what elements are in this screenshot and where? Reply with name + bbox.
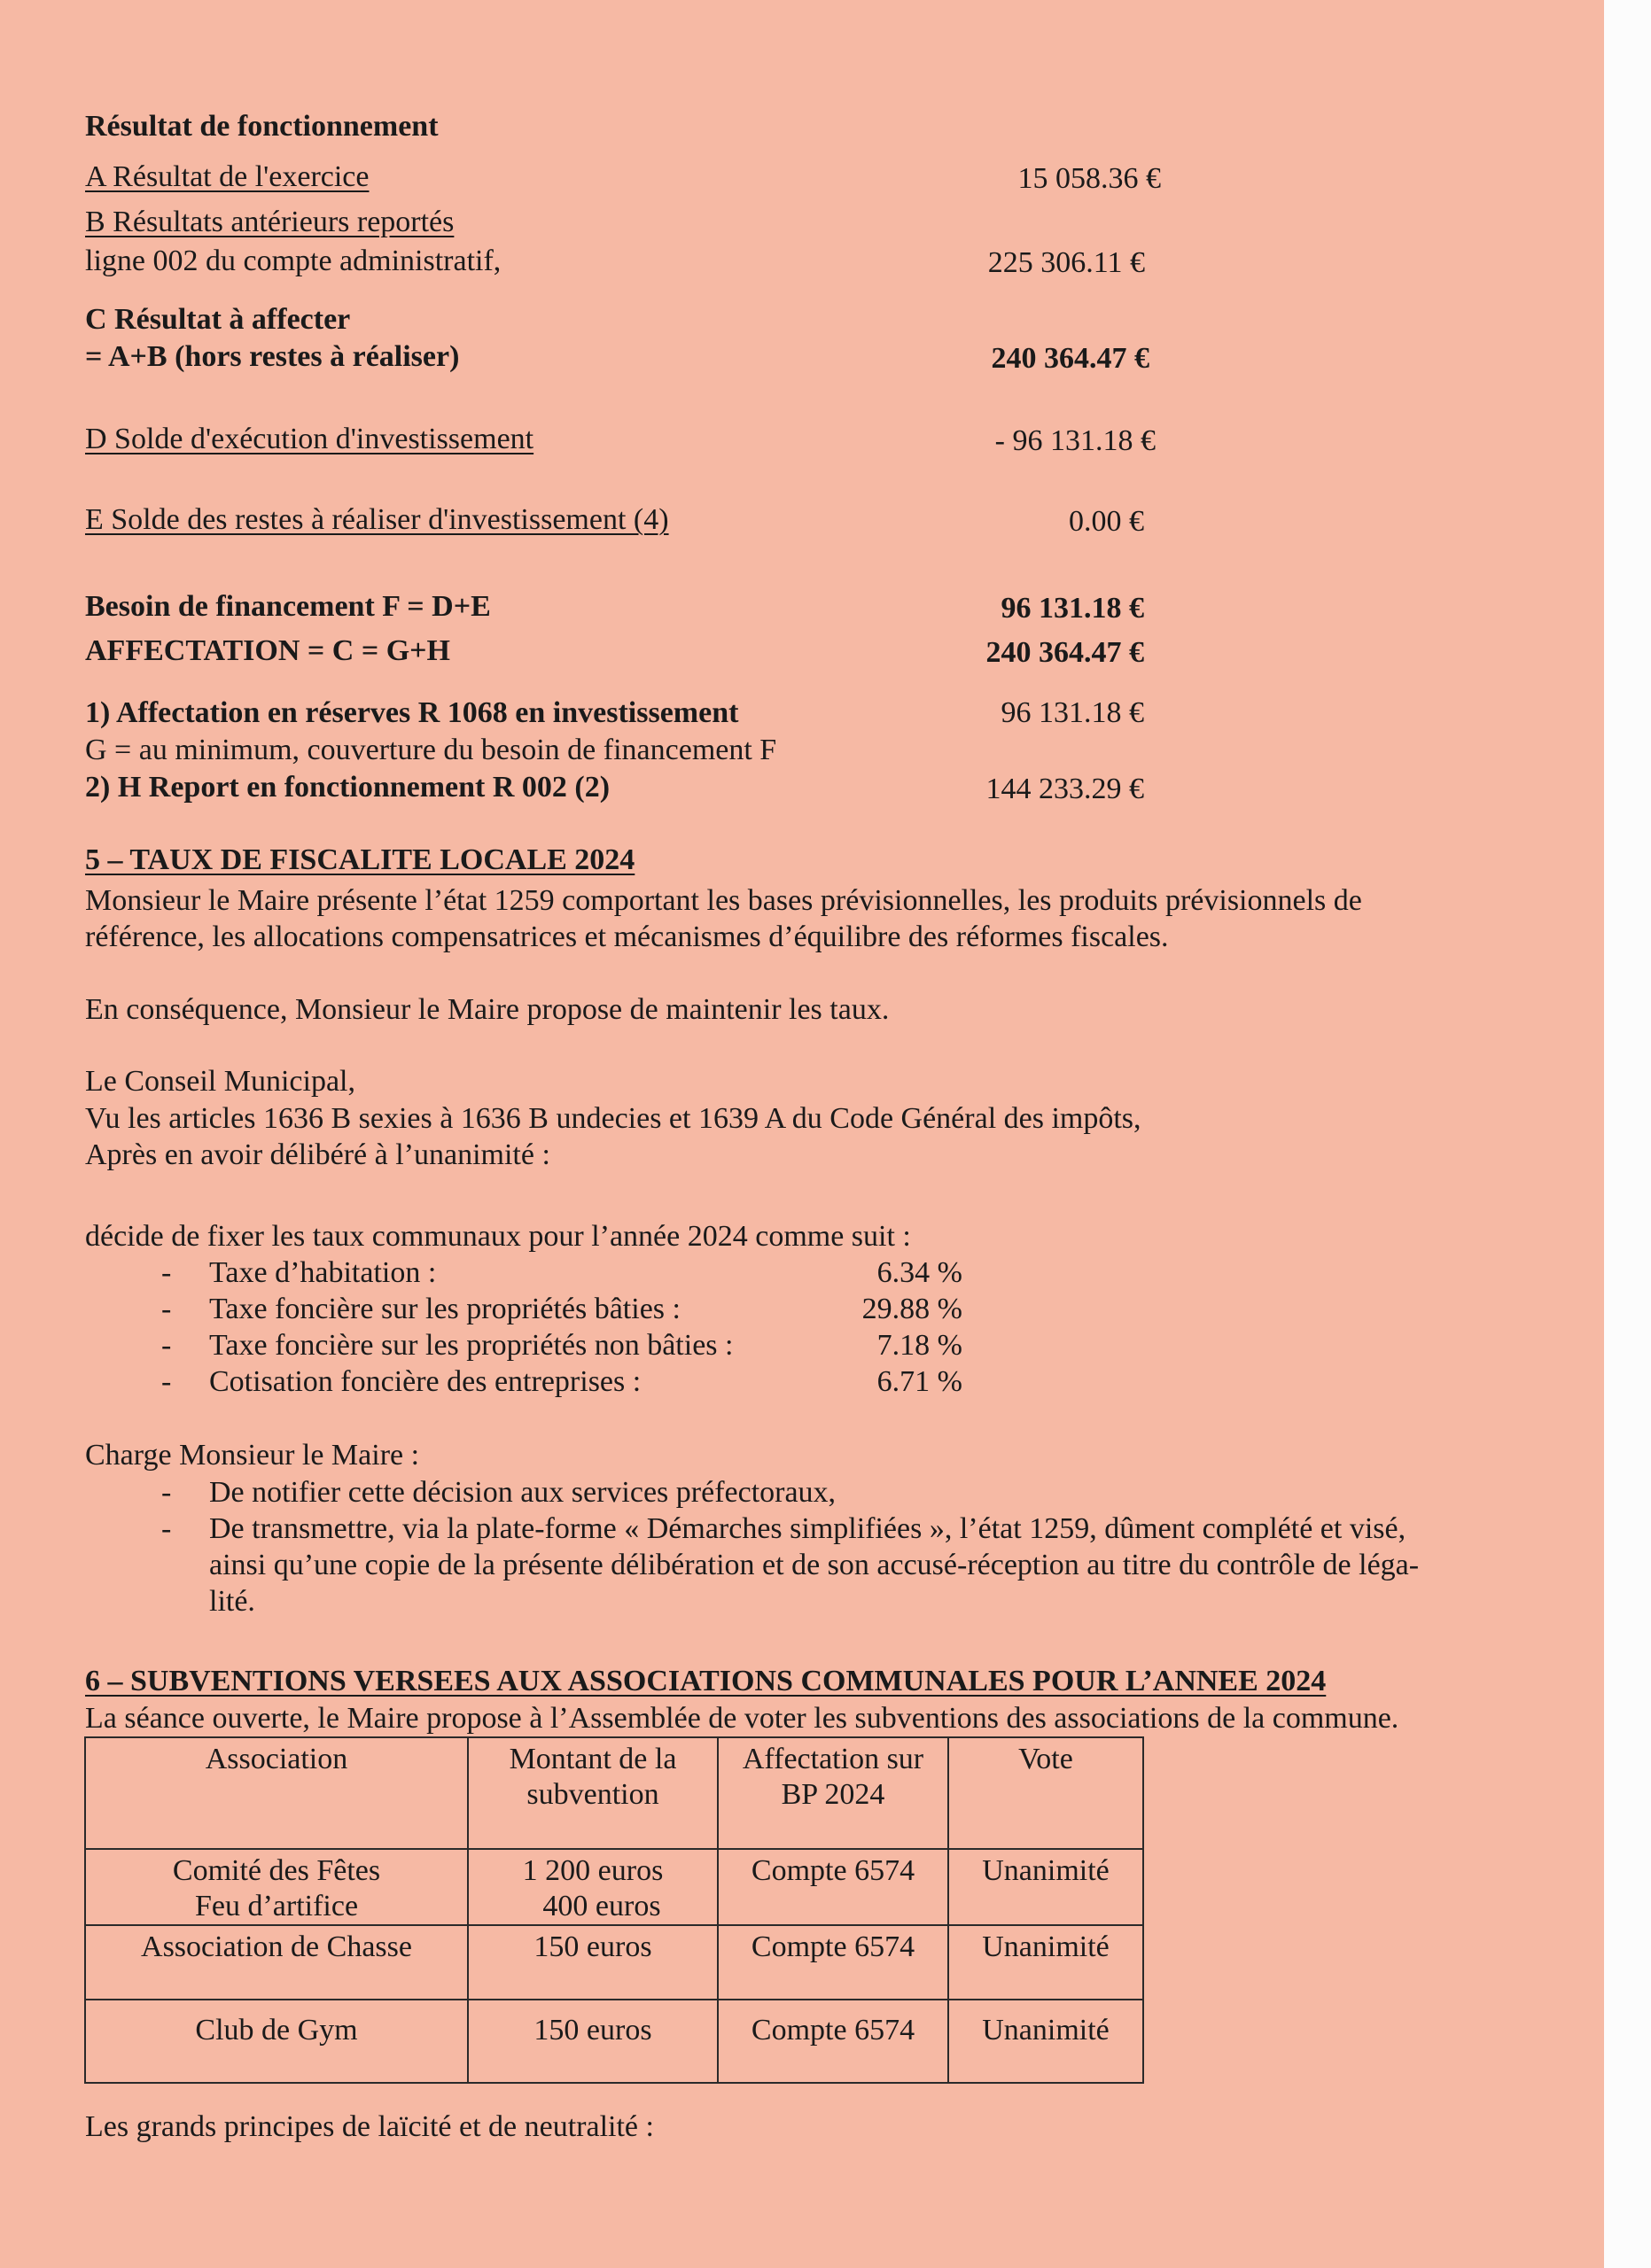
col-header-affectation-text: Affectation sur BP 2024 [742,1743,924,1811]
montant-value-sub: 400 euros [542,1890,661,1922]
list-bullet: - [161,1256,172,1289]
charge-item-cont: ainsi qu’une copie de la présente délibération et de son accusé-réception au titre du contrôle de léga- [209,1549,1420,1581]
cell-vote: Unanimité [948,2000,1143,2083]
taux-value: 7.18 % [876,1329,962,1362]
cell-association: Association de Chasse [85,1925,468,2000]
line-c-value: 240 364.47 € [991,342,1149,375]
col-header-montant [468,1737,718,1849]
cell-affectation: Compte 6574 [718,2000,948,2083]
cell-vote: Unanimité [948,1849,1143,1925]
taux-label: Taxe foncière sur les propriétés bâties : [209,1293,681,1325]
taux-label: Taxe d’habitation : [209,1256,437,1289]
charge-line: Charge Monsieur le Maire : [85,1439,420,1472]
charge-item: De notifier cette décision aux services préfectoraux, [209,1476,837,1509]
line-d-value: - 96 131.18 € [994,424,1156,457]
table-row [85,1849,1143,1925]
cell-montant: 150 euros [468,1925,718,2000]
section6-title: 6 – SUBVENTIONS VERSEES AUX ASSOCIATIONS COMMUNALES POUR L’ANNEE 2024 [85,1665,1327,1697]
list-bullet: - [161,1293,172,1325]
list-bullet: - [161,1329,172,1362]
line-h-label: 2) H Report en fonctionnement R 002 (2) [85,771,611,804]
section5-title: 5 – TAUX DE FISCALITE LOCALE 2024 [85,843,635,876]
col-header-association: Association [85,1737,468,1849]
col-header-vote: Vote [948,1737,1143,1849]
affectation-label: AFFECTATION = C = G+H [85,634,450,667]
line-c-label: C Résultat à affecter [85,303,351,336]
section5-para1-line2: référence, les allocations compensatrices et mécanismes d’équilibre des réformes fiscales. [85,920,1169,953]
cell-affectation: Compte 6574 [718,1925,948,2000]
col-header-affectation [718,1737,948,1849]
line-f-label: Besoin de financement F = D+E [85,590,491,623]
apres-line: Après en avoir délibéré à l’unanimité : [85,1138,550,1171]
section5-para2: En conséquence, Monsieur le Maire propose de maintenir les taux. [85,993,890,1026]
taux-value: 6.71 % [876,1365,962,1398]
line-e-value: 0.00 € [1069,505,1144,538]
list-bullet: - [161,1476,172,1509]
taux-label: Cotisation foncière des entreprises : [209,1365,642,1398]
cell-montant: 150 euros [468,2000,718,2083]
line-d-label: D Solde d'exécution d'investissement [85,423,534,455]
table-row [85,2000,1143,2083]
charge-item-cont: lité. [209,1585,255,1618]
line-b-value: 225 306.11 € [987,246,1145,279]
council-line: Le Conseil Municipal, [85,1065,356,1098]
montant-value: 1 200 euros [522,1854,664,1887]
table-header-row [85,1737,1143,1849]
decide-line: décide de fixer les taux communaux pour l’année 2024 comme suit : [85,1220,911,1253]
line-a-value: 15 058.36 € [1017,162,1161,195]
cell-affectation: Compte 6574 [718,1849,948,1925]
line-c-sub: = A+B (hors restes à réaliser) [85,340,460,373]
line-g-label: 1) Affectation en réserves R 1068 en investissement [85,696,739,729]
line-e-label: E Solde des restes à réaliser d'investissement (4) [85,503,669,536]
table-row [85,1925,1143,2000]
subventions-table [84,1736,1144,2084]
taux-value: 6.34 % [876,1256,962,1289]
charge-item: De transmettre, via la plate-forme « Démarches simplifiées », l’état 1259, dûment complété et visé, [209,1512,1406,1545]
list-bullet: - [161,1512,172,1545]
col-header-montant-text: Montant de la subvention [509,1743,677,1811]
line-b-label: B Résultats antérieurs reportés [85,206,455,238]
line-h-value: 144 233.29 € [985,773,1144,805]
list-bullet: - [161,1365,172,1398]
line-a-label: A Résultat de l'exercice [85,160,370,193]
vu-line: Vu les articles 1636 B sexies à 1636 B undecies et 1639 A du Code Général des impôts, [85,1102,1141,1135]
affectation-value: 240 364.47 € [985,636,1144,669]
taux-value: 29.88 % [861,1293,962,1325]
cell-association: Club de Gym [85,2000,468,2083]
line-g-sub: G = au minimum, couverture du besoin de financement F [85,734,777,766]
line-b-sub: ligne 002 du compte administratif, [85,245,502,277]
line-g-value: 96 131.18 € [1001,696,1144,729]
taux-label: Taxe foncière sur les propriétés non bâties : [209,1329,734,1362]
cell-vote: Unanimité [948,1925,1143,2000]
cell-montant [468,1849,718,1925]
resultat-heading: Résultat de fonctionnement [85,110,439,143]
cell-association [85,1849,468,1925]
association-name-sub: Feu d’artifice [194,1890,359,1922]
section5-para1-line1: Monsieur le Maire présente l’état 1259 comportant les bases prévisionnelles, les produits prévisionnels de [85,884,1362,917]
line-f-value: 96 131.18 € [1001,592,1144,625]
section6-intro: La séance ouverte, le Maire propose à l’Assemblée de voter les subventions des associations de la commune. [85,1702,1399,1735]
footer-line: Les grands principes de laïcité et de neutralité : [85,2110,654,2143]
association-name: Comité des Fêtes [172,1854,381,1887]
